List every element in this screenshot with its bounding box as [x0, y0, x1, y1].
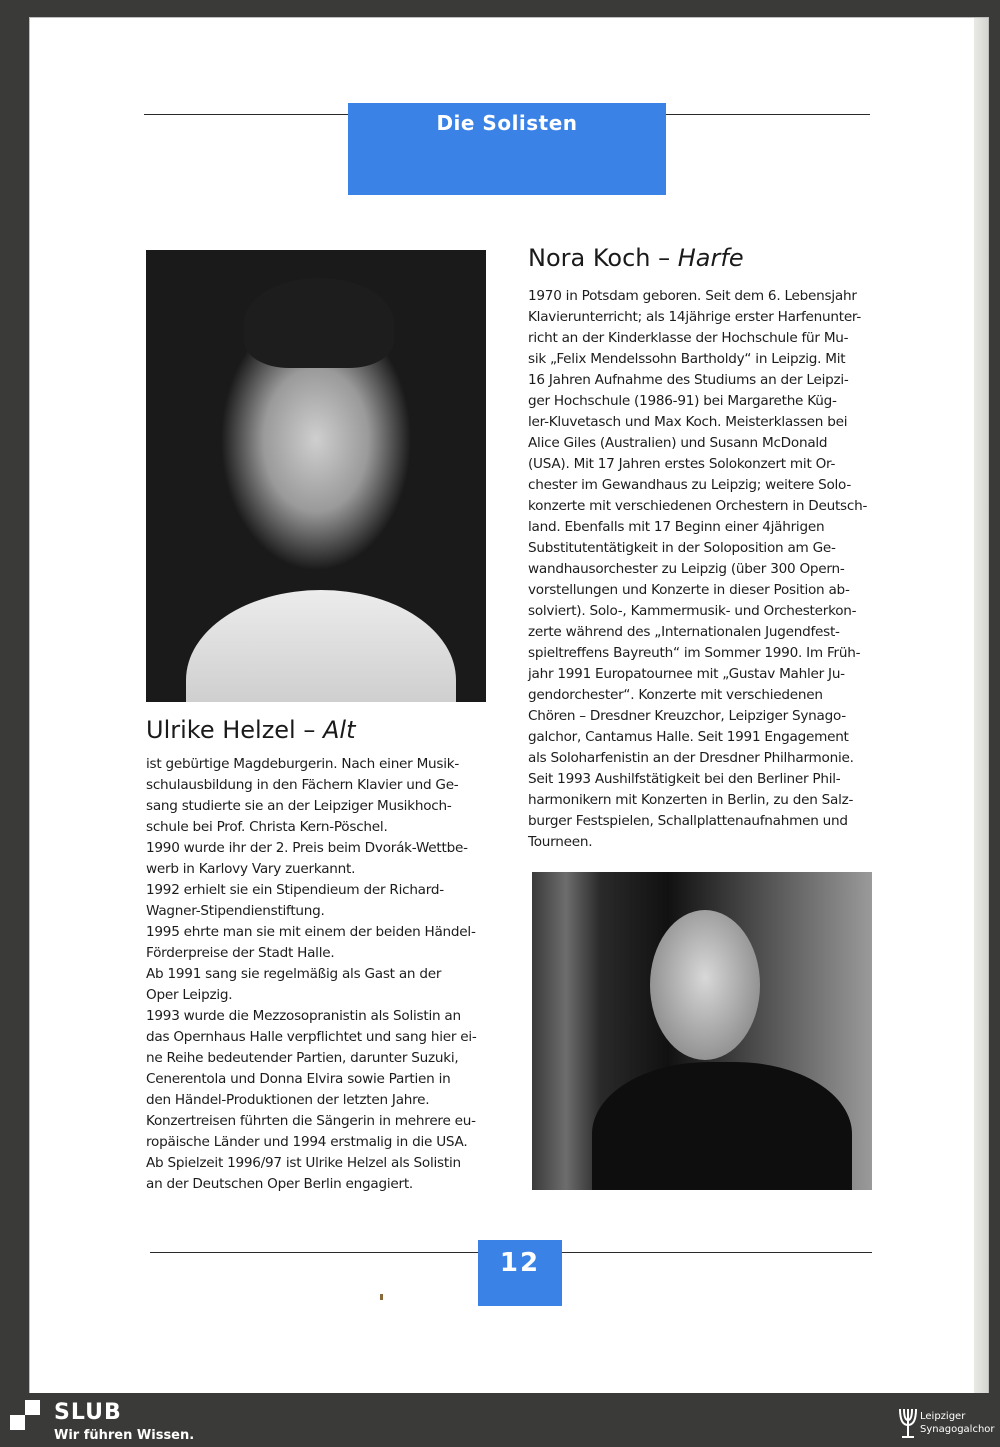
- ulrike-text-line: sang studierte sie an der Leipziger Musikhoch-: [146, 798, 452, 814]
- ulrike-text-line: 1990 wurde ihr der 2. Preis beim Dvorák-Wettbe-: [146, 840, 468, 856]
- nora-text-line: harmonikern mit Konzerten in Berlin, zu den Salz-: [528, 792, 854, 808]
- page-number-box: [478, 1240, 562, 1306]
- photo-shoulder-shape: [186, 590, 456, 702]
- slub-logo-icon: [10, 1400, 40, 1430]
- ulrike-text-line: 1992 erhielt sie ein Stipendieum der Richard-: [146, 882, 444, 898]
- print-mark: [380, 1294, 383, 1300]
- nora-text-line: 1970 in Potsdam geboren. Seit dem 6. Lebensjahr: [528, 288, 857, 304]
- nora-name: Nora Koch –: [528, 244, 671, 272]
- nora-text-line: Chören – Dresdner Kreuzchor, Leipziger Synago-: [528, 708, 846, 724]
- portrait-nora-koch: [532, 872, 872, 1190]
- ulrike-text-line: Cenerentola und Donna Elvira sowie Partien in: [146, 1071, 451, 1087]
- page-number: 12: [499, 1248, 541, 1278]
- ulrike-role: Alt: [323, 716, 356, 744]
- nora-role: Harfe: [677, 244, 744, 272]
- ulrike-text-line: Konzertreisen führten die Sängerin in mehrere eu-: [146, 1113, 476, 1129]
- slub-claim: Wir führen Wissen.: [54, 1428, 195, 1443]
- choir-name: [920, 1410, 995, 1436]
- ulrike-text-line: Förderpreise der Stadt Halle.: [146, 945, 335, 961]
- ulrike-text-line: Oper Leipzig.: [146, 987, 233, 1003]
- nora-text-line: burger Festspielen, Schallplattenaufnahmen und: [528, 813, 848, 829]
- nora-text-line: Seit 1993 Aushilfstätigkeit bei den Berliner Phil-: [528, 771, 841, 787]
- portrait-ulrike-helzel: [146, 250, 486, 702]
- ulrike-text-line: das Opernhaus Halle verpflichtet und sang hier ei-: [146, 1029, 477, 1045]
- nora-text-line: jahr 1991 Europatournee mit „Gustav Mahler Ju-: [528, 666, 845, 682]
- nora-text-line: sik „Felix Mendelssohn Bartholdy“ in Leipzig. Mit: [528, 351, 846, 367]
- slub-brand-name: SLUB: [54, 1400, 122, 1425]
- ulrike-name: Ulrike Helzel –: [146, 716, 316, 744]
- nora-text-line: Tourneen.: [528, 834, 593, 850]
- choir-line-1: Leipziger: [920, 1411, 966, 1422]
- menorah-icon: [896, 1401, 920, 1441]
- ulrike-text-line: ropäische Länder und 1994 erstmalig in die USA.: [146, 1134, 468, 1150]
- ulrike-text-line: den Händel-Produktionen der letzten Jahre.: [146, 1092, 430, 1108]
- nora-text-line: wandhausorchester zu Leipzig (über 300 Opern-: [528, 561, 845, 577]
- section-title-box: [348, 103, 666, 195]
- choir-line-2: Synagogalchor: [920, 1424, 995, 1435]
- nora-koch-heading: [528, 244, 744, 272]
- ulrike-text-line: 1993 wurde die Mezzosopranistin als Solistin an: [146, 1008, 461, 1024]
- nora-text-line: Alice Giles (Australien) und Susann McDonald: [528, 435, 828, 451]
- nora-text-line: galchor, Cantamus Halle. Seit 1991 Engagement: [528, 729, 849, 745]
- nora-text-line: richt an der Kinderklasse der Hochschule für Mu-: [528, 330, 849, 346]
- nora-text-line: Substitutentätigkeit in der Soloposition am Ge-: [528, 540, 836, 556]
- nora-text-line: konzerte mit verschiedenen Orchestern in Deutsch-: [528, 498, 868, 514]
- ulrike-helzel-heading: [146, 716, 356, 744]
- photo-face-shape: [650, 910, 760, 1060]
- ulrike-biography: [146, 754, 491, 1195]
- photo-body-shape: [592, 1062, 852, 1190]
- nora-text-line: chester im Gewandhaus zu Leipzig; weitere Solo-: [528, 477, 852, 493]
- nora-text-line: ger Hochschule (1986-91) bei Margarethe Küg-: [528, 393, 837, 409]
- nora-text-line: Klavierunterricht; als 14jährige erster Harfenunter-: [528, 309, 862, 325]
- nora-text-line: zerte während des „Internationalen Jugendfest-: [528, 624, 840, 640]
- ulrike-text-line: schule bei Prof. Christa Kern-Pöschel.: [146, 819, 388, 835]
- ulrike-text-line: Ab Spielzeit 1996/97 ist Ulrike Helzel als Solistin: [146, 1155, 461, 1171]
- ulrike-text-line: ne Reihe bedeutender Partien, darunter Suzuki,: [146, 1050, 459, 1066]
- nora-text-line: (USA). Mit 17 Jahren erstes Solokonzert mit Or-: [528, 456, 836, 472]
- nora-text-line: ler-Kluvetasch und Max Koch. Meisterklassen bei: [528, 414, 848, 430]
- ulrike-text-line: schulausbildung in den Fächern Klavier und Ge-: [146, 777, 459, 793]
- nora-biography: [528, 286, 873, 853]
- nora-text-line: land. Ebenfalls mit 17 Beginn einer 4jährigen: [528, 519, 825, 535]
- ulrike-text-line: an der Deutschen Oper Berlin engagiert.: [146, 1176, 413, 1192]
- ulrike-text-line: ist gebürtige Magdeburgerin. Nach einer Musik-: [146, 756, 460, 772]
- nora-text-line: 16 Jahren Aufnahme des Studiums an der Leipzi-: [528, 372, 849, 388]
- ulrike-text-line: Wagner-Stipendienstiftung.: [146, 903, 325, 919]
- nora-text-line: solviert). Solo-, Kammermusik- und Orchesterkon-: [528, 603, 857, 619]
- document-page: [30, 18, 988, 1393]
- section-title: Die Solisten: [436, 111, 578, 135]
- nora-text-line: gendorchester“. Konzerte mit verschiedenen: [528, 687, 823, 703]
- photo-hair-shape: [244, 278, 394, 368]
- nora-text-line: vorstellungen und Konzerte in dieser Position ab-: [528, 582, 850, 598]
- ulrike-text-line: Ab 1991 sang sie regelmäßig als Gast an der: [146, 966, 442, 982]
- nora-text-line: spieltreffens Bayreuth“ im Sommer 1990. Im Früh-: [528, 645, 861, 661]
- ulrike-text-line: 1995 ehrte man sie mit einem der beiden Händel-: [146, 924, 476, 940]
- ulrike-text-line: werb in Karlovy Vary zuerkannt.: [146, 861, 356, 877]
- nora-text-line: als Soloharfenistin an der Dresdner Philharmonie.: [528, 750, 854, 766]
